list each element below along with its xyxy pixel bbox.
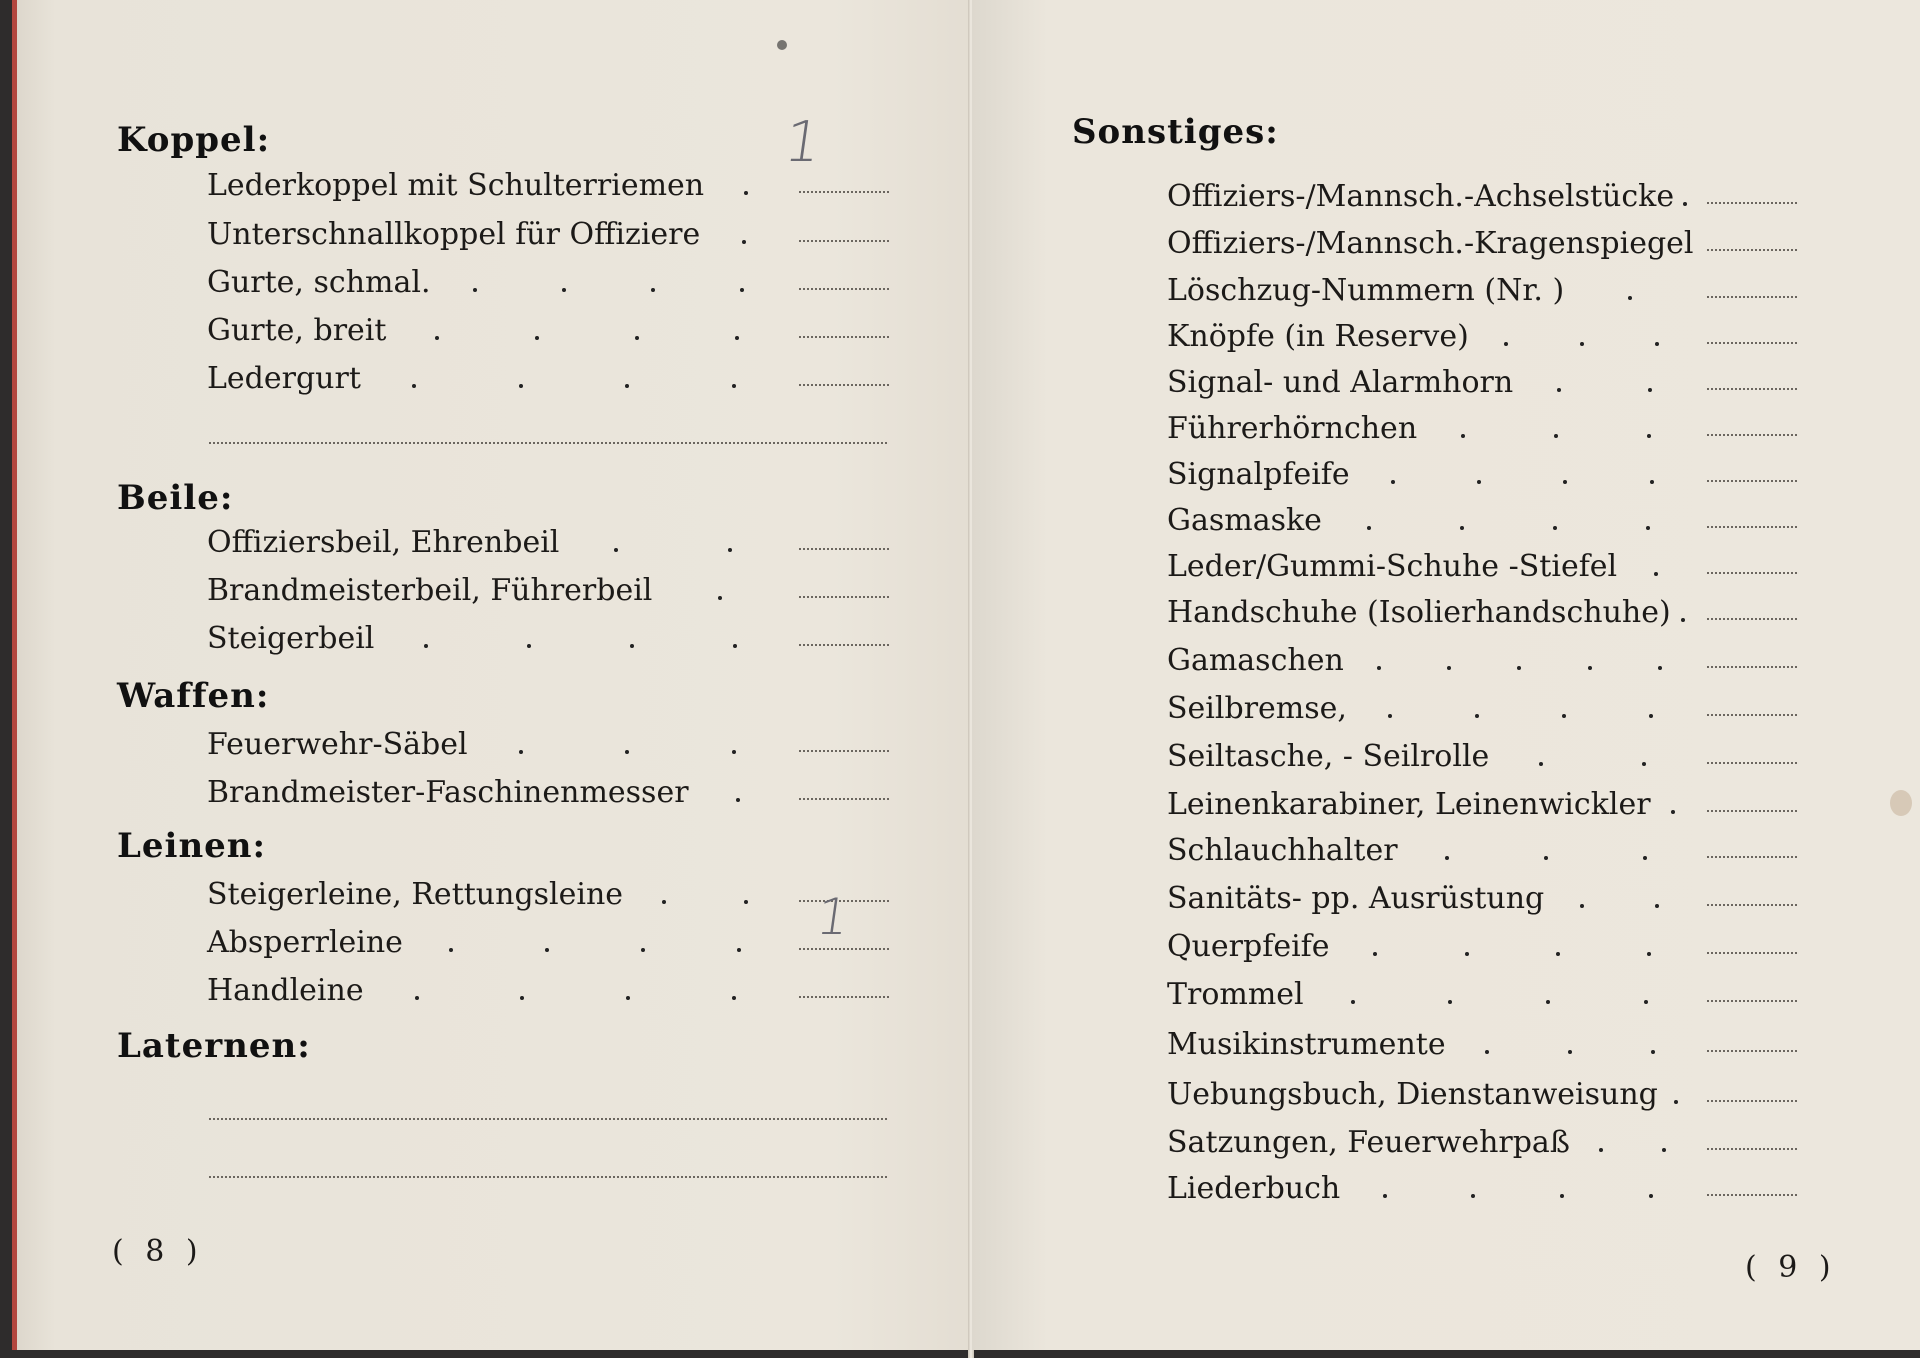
page-number: ( 8 ) [112,1234,204,1269]
list-item [207,872,889,912]
section-heading-leinen: Leinen: [117,826,267,866]
list-item [1167,452,1797,492]
item-label: Steigerbeil [207,621,375,656]
list-item [207,356,889,396]
item-label: Uebungsbuch, Dienstanweisung [1167,1077,1658,1112]
item-label: Offiziersbeil, Ehrenbeil [207,525,560,560]
list-item [1167,314,1797,354]
item-label: Löschzug-Nummern (Nr. ) [1167,273,1565,308]
item-label: Schlauchhalter [1167,833,1398,868]
list-item [1167,638,1797,678]
list-item [1167,1072,1797,1112]
list-item [207,308,889,348]
blank-entry-line [209,442,887,444]
list-item [207,770,889,810]
item-label: Signalpfeife [1167,457,1350,492]
list-item [207,520,889,560]
item-label: Handschuhe (Isolierhandschuhe) [1167,595,1671,630]
item-label: Unterschnallkoppel für Offiziere [207,217,701,252]
item-label: Leder/Gummi-Schuhe -Stiefel [1167,549,1618,584]
list-item [1167,360,1797,400]
item-label: Gurte, breit [207,313,387,348]
item-label: Liederbuch [1167,1171,1341,1206]
list-item [1167,1120,1797,1160]
item-label: Absperrleine [207,925,403,960]
item-label: Ledergurt [207,361,361,396]
list-item [1167,544,1797,584]
item-label: Sanitäts- pp. Ausrüstung [1167,881,1545,916]
item-label: Steigerleine, Rettungsleine [207,877,624,912]
section-heading-sonstiges: Sonstiges: [1072,112,1279,152]
handwritten-mark: 1 [780,110,826,175]
item-label: Querpfeife [1167,929,1330,964]
item-label: Brandmeisterbeil, Führerbeil [207,573,653,608]
section-heading-koppel: Koppel: [117,120,271,160]
list-item [1167,876,1797,916]
item-label: Seilbremse, [1167,691,1347,726]
item-label: Brandmeister-Faschinenmesser [207,775,689,810]
section-heading-waffen: Waffen: [117,676,270,716]
item-label: Offiziers-/Mannsch.-Achselstücke [1167,179,1675,214]
list-item [1167,406,1797,446]
list-item [1167,972,1797,1012]
item-label: Musikinstrumente [1167,1027,1446,1062]
section-heading-laternen: Laternen: [117,1026,311,1066]
list-item [1167,828,1797,868]
list-item [1167,734,1797,774]
list-item [1167,498,1797,538]
item-label: Signal- und Alarmhorn [1167,365,1514,400]
item-label: Lederkoppel mit Schulterriemen [207,168,705,203]
list-item [207,212,889,252]
item-label: Offiziers-/Mannsch.-Kragenspiegel [1167,226,1694,261]
item-label: Feuerwehr-Säbel [207,727,468,762]
list-item [1167,686,1797,726]
paper-stain [1890,790,1912,816]
item-label: Gurte, schmal. [207,265,431,300]
page-number: ( 9 ) [1745,1250,1837,1285]
item-label: Trommel [1167,977,1304,1012]
list-item [1167,924,1797,964]
list-item [207,920,889,960]
item-label: Führerhörnchen [1167,411,1418,446]
list-item [1167,1022,1797,1062]
section-heading-beile: Beile: [117,478,234,518]
list-item [207,260,889,300]
list-item [1167,174,1797,214]
list-item [1167,1166,1797,1206]
list-item [207,968,889,1008]
list-item [207,722,889,762]
list-item [207,616,889,656]
item-label: Leinenkarabiner, Leinenwickler [1167,787,1651,822]
list-item [1167,221,1797,261]
item-label: Knöpfe (in Reserve) [1167,319,1469,354]
item-label: Satzungen, Feuerwehrpaß [1167,1125,1570,1160]
handwritten-mark: 1 [812,888,853,946]
list-item [1167,268,1797,308]
blank-entry-line [209,1118,887,1120]
item-label: Handleine [207,973,364,1008]
list-item [207,568,889,608]
blank-entry-line [209,1176,887,1178]
left-page [12,0,975,1350]
list-item [1167,782,1797,822]
list-item [1167,590,1797,630]
item-label: Seiltasche, - Seilrolle [1167,739,1490,774]
item-label: Gamaschen [1167,643,1344,678]
item-label: Gasmaske [1167,503,1322,538]
right-page [972,0,1920,1350]
